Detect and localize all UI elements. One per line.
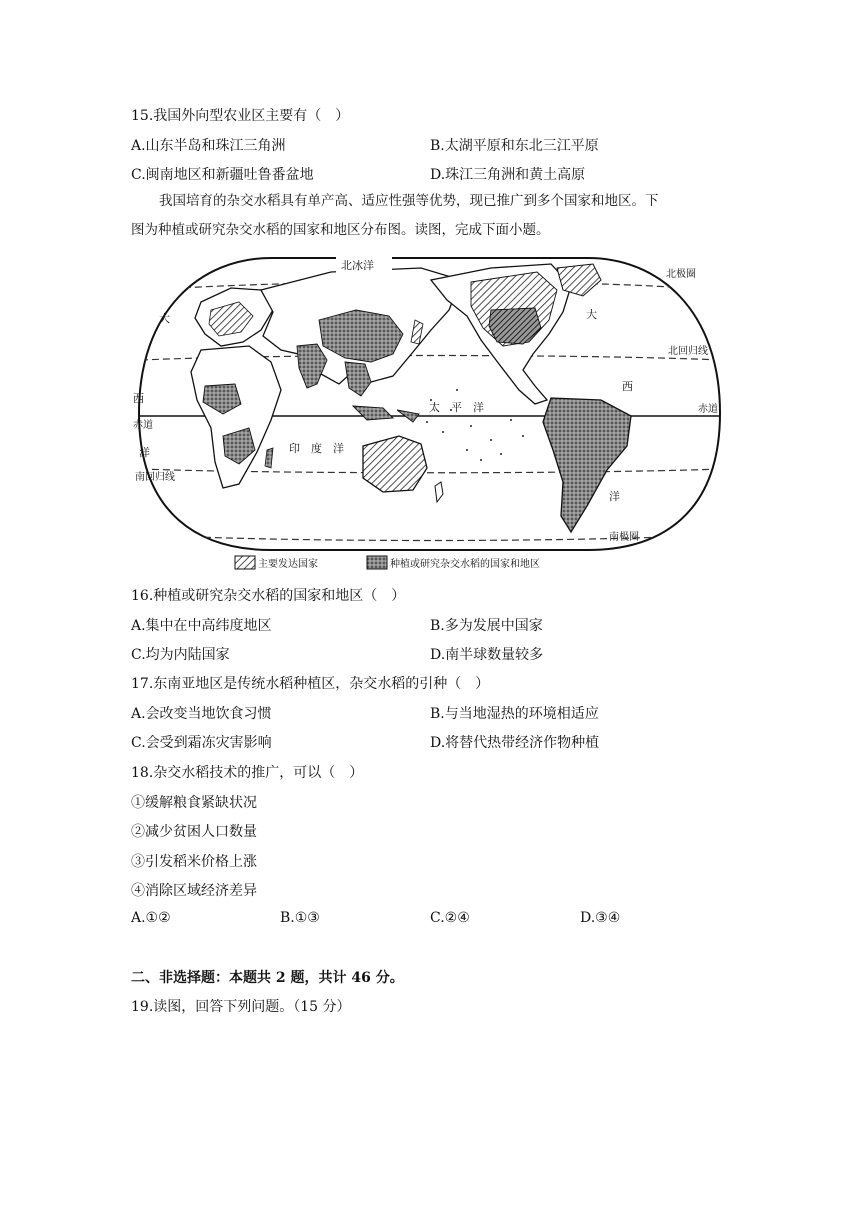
q18-option-c: C.②④ (430, 910, 470, 926)
q17-stem: 17.东南亚地区是传统水稻种植区，杂交水稻的引种（ ） (131, 676, 490, 692)
label-atlantic-right-3: 洋 (609, 490, 620, 503)
legend-label-rice: 种植或研究杂交水稻的国家和地区 (390, 559, 540, 570)
label-equator-left: 赤道 (133, 420, 153, 431)
label-antarctic-circle: 南极圈 (609, 532, 639, 543)
q16-option-b: B.多为发展中国家 (430, 618, 543, 634)
map-legend (235, 556, 540, 570)
legend-swatch-developed (235, 556, 255, 569)
label-arctic-ocean: 北冰洋 (341, 259, 374, 272)
q16-option-d: D.南半球数量较多 (430, 647, 544, 663)
world-rice-map (131, 250, 728, 576)
label-arctic-circle: 北极圈 (666, 269, 696, 280)
label-atlantic-left-3: 洋 (139, 446, 150, 459)
label-atlantic-left-1: 大 (159, 312, 170, 325)
q18-item-4: ④消除区域经济差异 (131, 883, 257, 899)
q18-option-a: A.①② (131, 910, 171, 926)
q16-option-a: A.集中在中高纬度地区 (131, 618, 272, 634)
intro-paragraph (131, 187, 726, 245)
q15-option-d: D.珠江三角洲和黄土高原 (430, 167, 586, 183)
q18-item-2: ②减少贫困人口数量 (131, 824, 257, 840)
q18-item-1: ①缓解粮食紧缺状况 (131, 795, 257, 811)
q18-option-d: D.③④ (580, 910, 621, 926)
label-pacific: 太 平 洋 (429, 401, 484, 414)
label-atlantic-right-1: 大 (586, 308, 597, 321)
q18-stem: 18.杂交水稻技术的推广，可以（ ） (131, 765, 364, 781)
label-atlantic-left-2: 西 (133, 392, 144, 405)
q17-option-d: D.将替代热带经济作物种植 (430, 735, 600, 751)
q15-option-a: A.山东半岛和珠江三角洲 (131, 138, 286, 154)
q17-option-c: C.会受到霜冻灾害影响 (131, 735, 272, 751)
australia-developed (363, 436, 427, 492)
q18-option-b: B.①③ (280, 910, 320, 926)
intro-line-2: 图为种植或研究杂交水稻的国家和地区分布图。读图，完成下面小题。 (131, 222, 550, 238)
intro-line-1: 我国培育的杂交水稻具有单产高、适应性强等优势，现已推广到多个国家和地区。下 (159, 193, 659, 209)
q16-stem: 16.种植或研究杂交水稻的国家和地区（ ） (131, 588, 406, 604)
q15-option-b: B.太湖平原和东北三江平原 (430, 138, 599, 154)
label-indian: 印 度 洋 (289, 442, 344, 455)
label-tropic-capricorn: 南回归线 (135, 472, 175, 483)
legend-swatch-rice (367, 556, 387, 569)
section-2-title: 二、非选择题：本题共 2 题，共计 46 分。 (131, 970, 404, 986)
q19-stem: 19.读图，回答下列问题。（15 分） (131, 999, 351, 1015)
legend-label-developed: 主要发达国家 (258, 559, 318, 570)
q15-stem: 15.我国外向型农业区主要有（ ） (131, 108, 350, 124)
label-equator-right: 赤道 (698, 404, 718, 415)
q16-option-c: C.均为内陆国家 (131, 647, 230, 663)
q17-option-a: A.会改变当地饮食习惯 (131, 706, 272, 722)
q15-option-c: C.闽南地区和新疆吐鲁番盆地 (131, 167, 314, 183)
q18-item-3: ③引发稻米价格上涨 (131, 854, 257, 870)
label-atlantic-right-2: 西 (622, 380, 633, 393)
label-tropic-cancer: 北回归线 (668, 346, 708, 357)
q17-option-b: B.与当地湿热的环境相适应 (430, 706, 599, 722)
